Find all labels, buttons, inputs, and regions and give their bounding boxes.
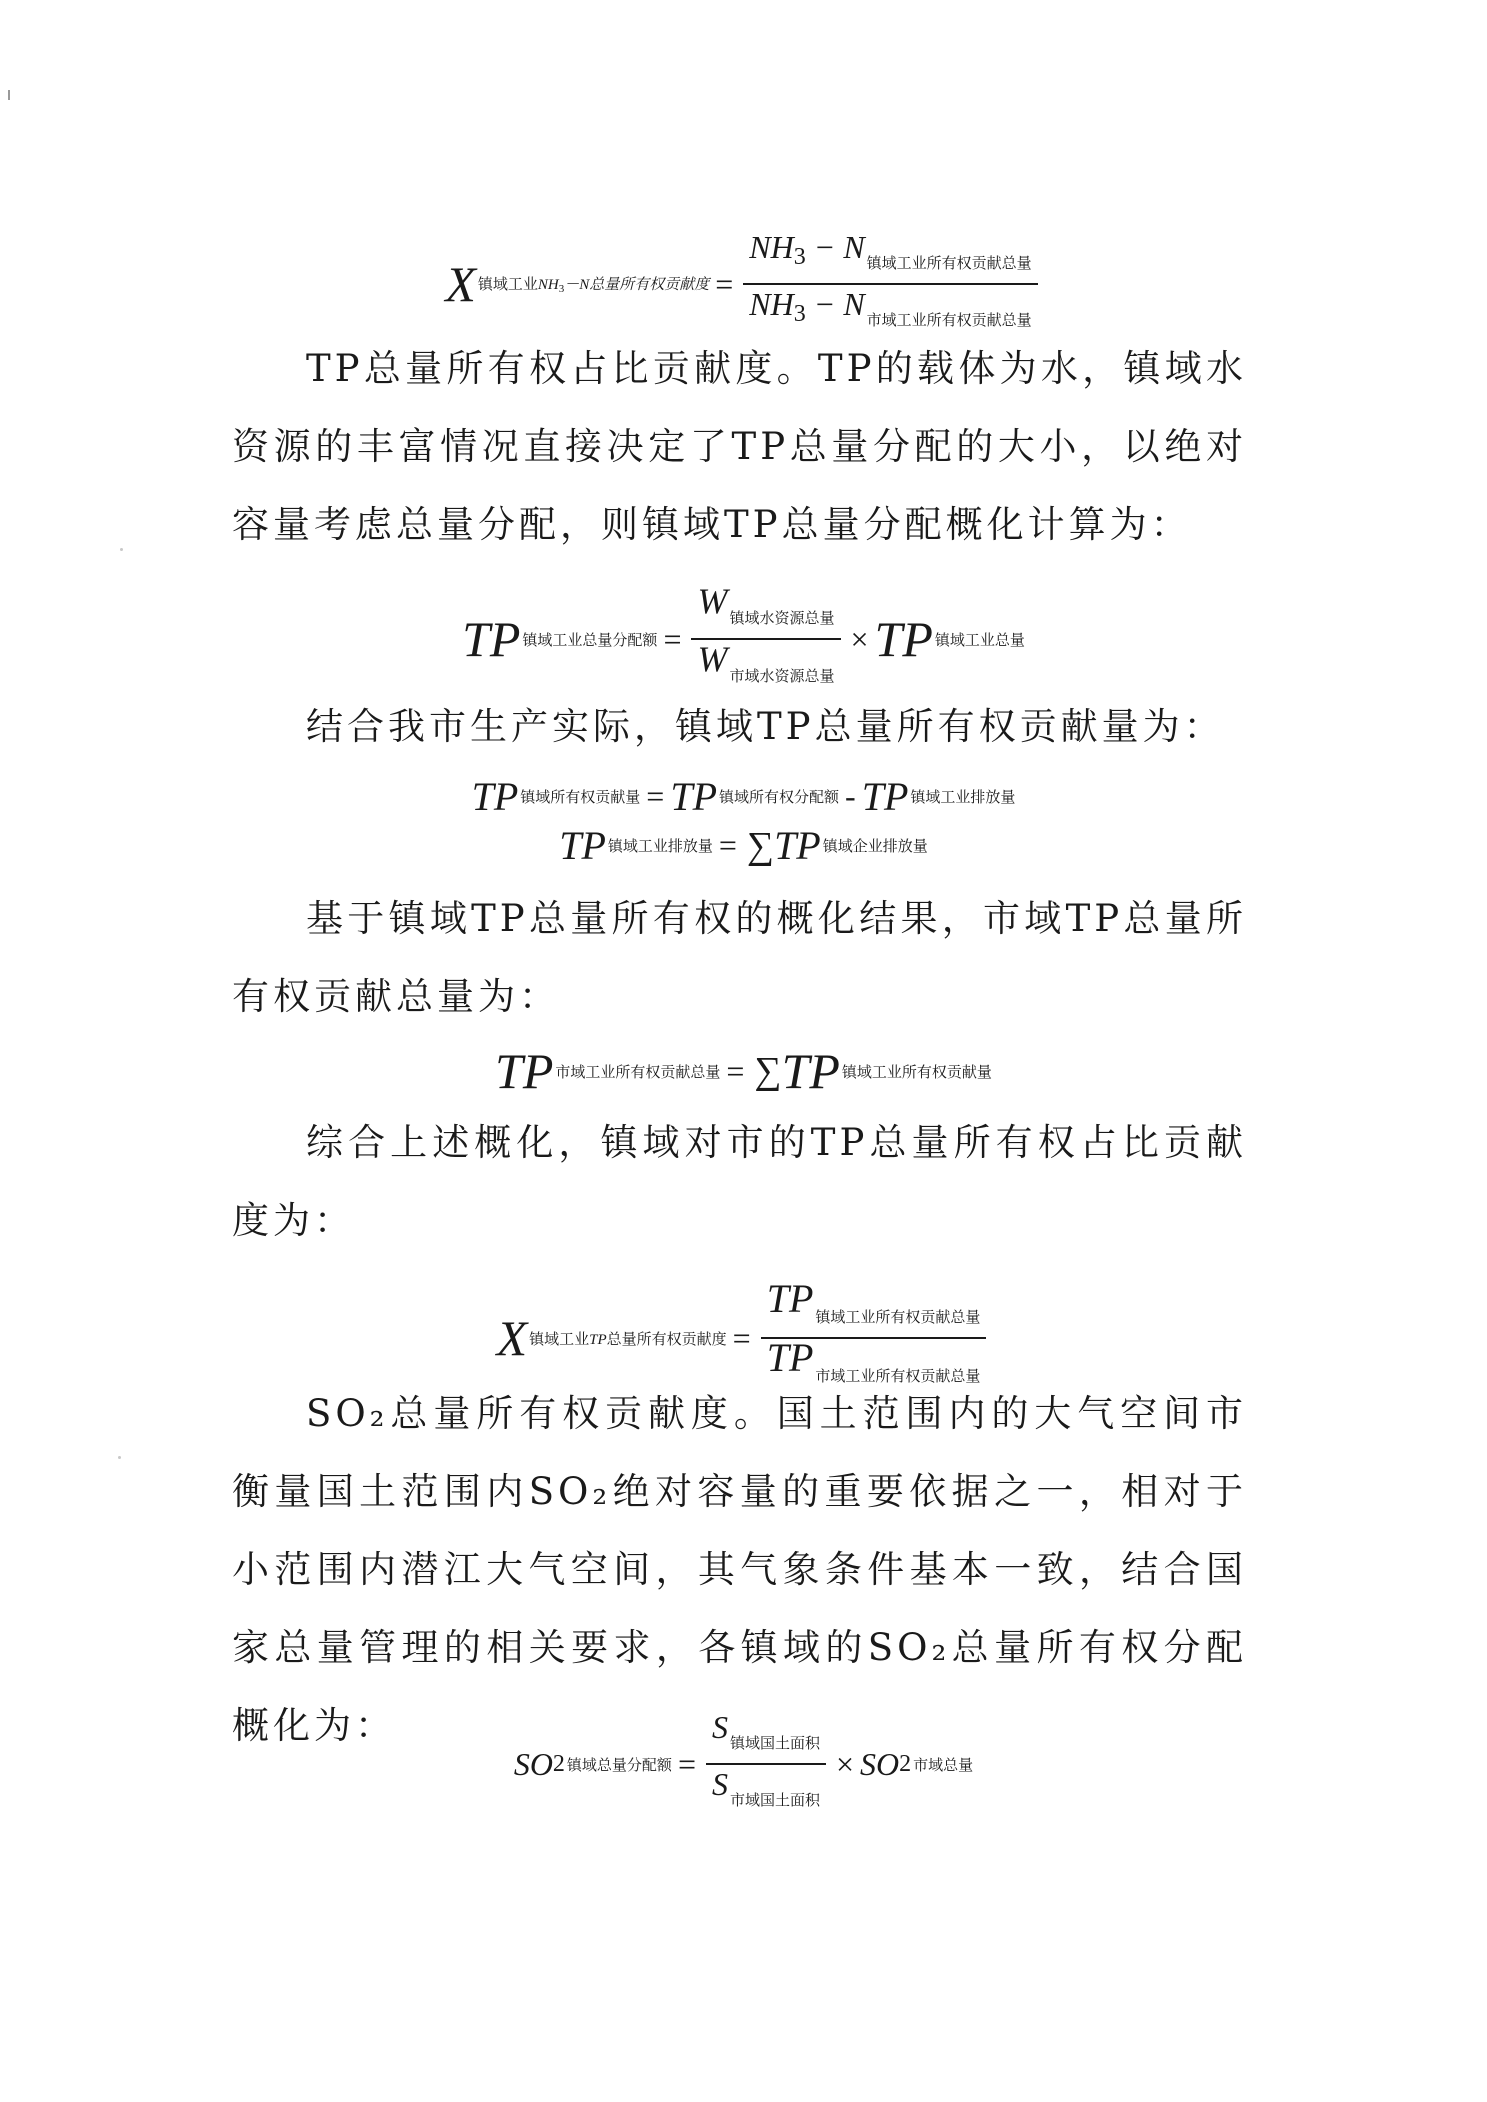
formula-tp-ownership-contribution	[0, 773, 1487, 820]
equals-sign: =	[646, 778, 665, 814]
summation-sign: ∑	[754, 1050, 782, 1092]
denominator: NH3 − N 市域工业所有权贡献总量	[749, 286, 1032, 329]
formula-subscript: 市域总量	[913, 1757, 974, 1774]
formula-city-tp-sum	[0, 1042, 1487, 1100]
paragraph-tp-contribution-amount: 结合我市生产实际，镇域TP总量所有权贡献量为：	[306, 705, 1225, 748]
times-sign: ×	[850, 620, 869, 657]
formula-subscript: 镇域工业总量	[934, 632, 1025, 649]
formula-variable: TP	[495, 1043, 554, 1099]
equals-sign: =	[718, 827, 737, 863]
formula-subscript: 镇域工业排放量	[607, 839, 713, 855]
equals-sign: =	[677, 1745, 696, 1782]
formula-subscript: 镇域所有权分配额	[719, 790, 840, 806]
times-sign: ×	[836, 1745, 855, 1782]
denominator: TP 市域工业所有权贡献总量	[766, 1335, 981, 1385]
paragraph-city-tp-total: 基于镇域TP总量所有权的概化结果，市域TP总量所有权贡献总量为：	[232, 897, 1247, 1018]
numerator: S 镇域国土面积	[711, 1709, 820, 1752]
paragraph-so2-contribution: SO₂总量所有权贡献度。国土范围内的大气空间市衡量国土范围内SO₂绝对容量的重要依据之一，相对于小范围内潜江大气空间，其气象条件基本一致，结合国家总量管理的相关要求，各镇域的SO₂总量所有权分配概化为：	[232, 1392, 1247, 1747]
minus-sign: -	[845, 778, 856, 814]
numerator: NH3 − N 镇域工业所有权贡献总量	[749, 229, 1032, 272]
numerator: TP 镇域工业所有权贡献总量	[766, 1276, 981, 1326]
equals-sign: =	[726, 1052, 745, 1089]
formula-variable: TP	[559, 823, 606, 868]
formula-variable: TP	[874, 611, 933, 667]
formula-variable: TP	[670, 774, 718, 819]
formula-subscript: 镇域工业所有权贡献量	[841, 1064, 992, 1081]
formula-tp-emission-sum	[0, 822, 1487, 869]
denominator: S 市域国土面积	[711, 1766, 820, 1809]
formula-subscript: 镇域所有权贡献量	[520, 790, 641, 806]
fraction	[691, 582, 840, 696]
formula-subscript: 镇域工业TP总量所有权贡献度	[529, 1331, 727, 1348]
paragraph-tp-share-contribution: 综合上述概化，镇域对市的TP总量所有权占比贡献度为：	[232, 1121, 1247, 1242]
formula-subscript: 镇域总量分配额	[566, 1757, 672, 1774]
formula-variable: TP	[861, 774, 909, 819]
formula-variable: X	[445, 256, 476, 312]
formula-nh3n-contribution	[0, 228, 1487, 340]
scan-edge-mark	[8, 90, 10, 100]
equals-sign: =	[715, 265, 734, 302]
formula-subscript: 镇域工业排放量	[910, 790, 1016, 806]
formula-subscript: 镇域工业总量分配额	[522, 632, 658, 649]
formula-subscript: 镇域企业排放量	[822, 839, 928, 855]
formula-variable: SO	[513, 1745, 553, 1782]
scan-speck	[118, 1456, 121, 1459]
numerator: W 镇域水资源总量	[697, 581, 835, 627]
denominator: W 市域水资源总量	[697, 639, 835, 685]
formula-variable: TP	[462, 611, 521, 667]
equals-sign: =	[732, 1319, 751, 1356]
formula-so2-allocation	[0, 1708, 1487, 1820]
formula-subscript: 市域工业所有权贡献总量	[555, 1064, 721, 1081]
formula-variable: TP	[781, 1043, 840, 1099]
formula-subscript: 2	[552, 1750, 565, 1777]
fraction	[706, 1708, 826, 1820]
formula-variable: X	[496, 1310, 528, 1366]
scan-speck	[120, 548, 123, 551]
fraction	[743, 228, 1037, 340]
formula-variable: TP	[774, 823, 821, 868]
formula-variable: SO	[860, 1745, 900, 1782]
equals-sign: =	[663, 620, 682, 657]
formula-tp-allocation	[0, 582, 1487, 696]
paragraph-tp-contribution: TP总量所有权占比贡献度。TP的载体为水，镇域水资源的丰富情况直接决定了TP总量分配的大小，以绝对容量考虑总量分配，则镇域TP总量分配概化计算为：	[232, 347, 1247, 546]
formula-subscript: 镇域工业$NH_3-N$总量所有权贡献度	[477, 277, 710, 295]
formula-variable: TP	[471, 774, 519, 819]
formula-subscript: 2	[899, 1750, 912, 1777]
summation-sign: ∑	[746, 824, 775, 867]
